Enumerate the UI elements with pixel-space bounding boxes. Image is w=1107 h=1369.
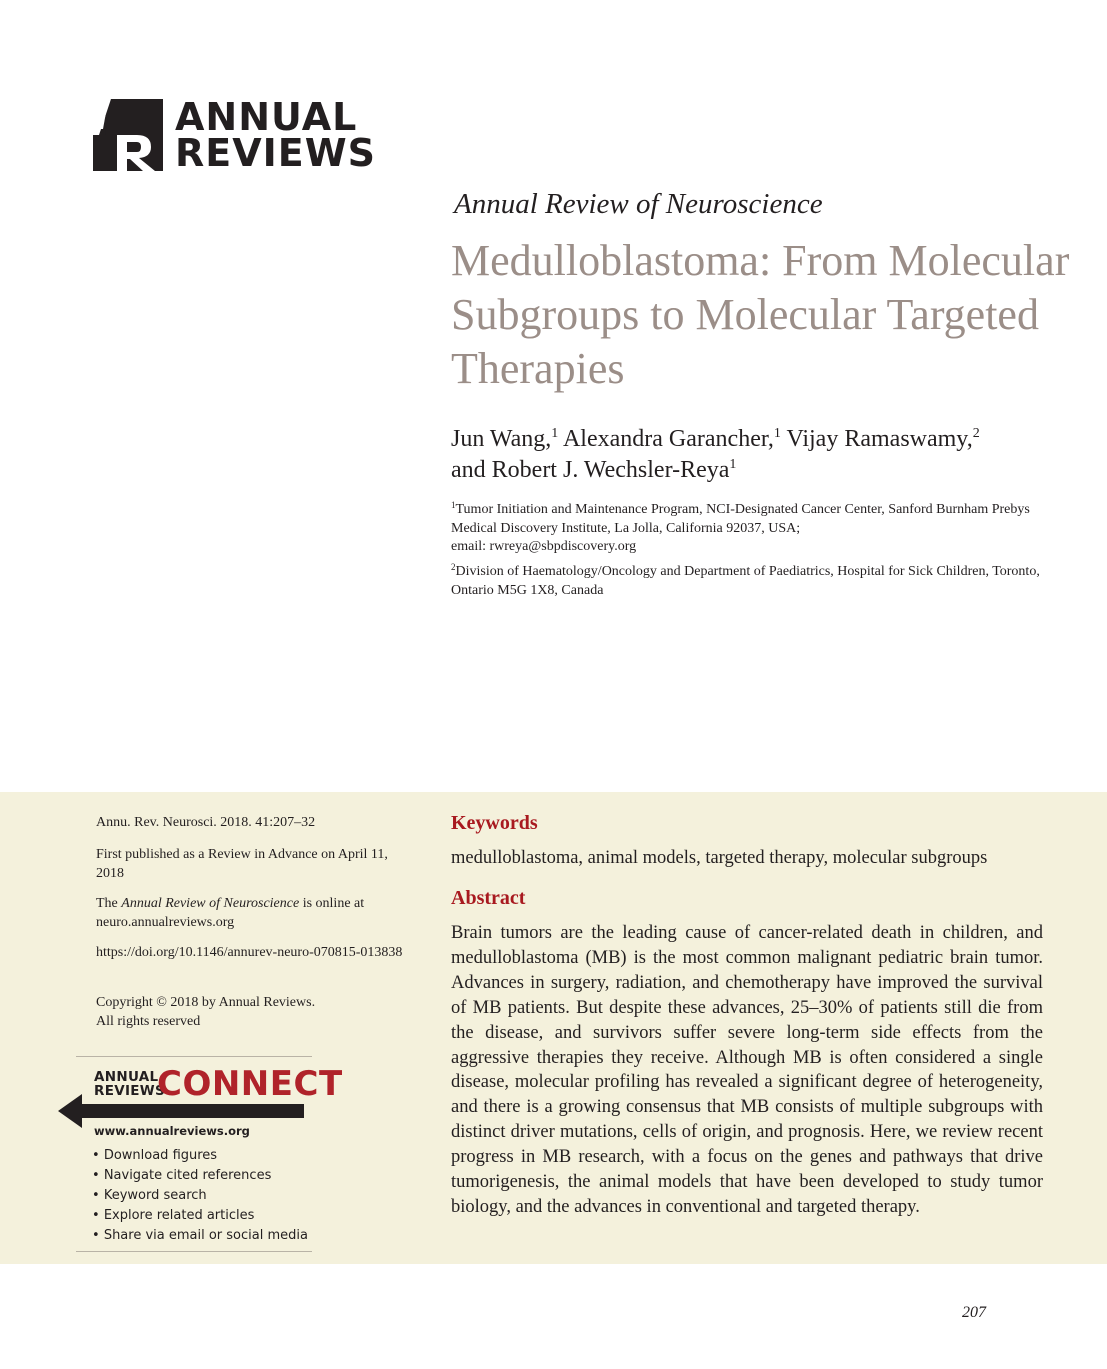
abstract-text: Brain tumors are the leading cause of cancer-related death in children, and medulloblastoma (MB) is the most common malignant pediatric brain tumor. Advances in surgery, radiation, and chemotherapy have improved the survival of MB patients. But despite these advances, 25–30% of patients still die from the disease, and survivors suffer severe long-term side effects from the aggressive therapies they receive. Although MB is often considered a single disease, molecular profiling has revealed a significant degree of heterogeneity, and there is a growing consensus that MB consists of multiple subgroups with distinct driver mutations, cells of origin, and prognosis. Here, we review recent progress in MB research, with a focus on the genes and pathways that drive tumorigenesis, the animal models that have been developed to study tumor biology, and the advances in conventional and targeted therapy.: [451, 923, 1043, 1217]
online-at: [96, 895, 406, 932]
list-item: • Keyword search: [92, 1186, 308, 1206]
online-pre: The: [96, 896, 122, 911]
affiliation-1: [451, 501, 1051, 557]
citation: Annu. Rev. Neurosci. 2018. 41:207–32: [96, 815, 316, 830]
list-item: • Share via email or social media: [92, 1226, 308, 1246]
connect-small-line2: REVIEWS: [94, 1083, 166, 1099]
arrow-left-icon: [58, 1094, 304, 1128]
rights-line: All rights reserved: [96, 1013, 201, 1029]
author-name: Alexandra Garancher,: [558, 426, 774, 452]
online-journal: Annual Review of Neuroscience: [121, 896, 300, 911]
contact-email[interactable]: email: rwreya@sbpdiscovery.org: [451, 539, 637, 554]
page-number: 207: [962, 1304, 986, 1321]
author-affil-marker: 1: [773, 426, 781, 441]
annual-reviews-logo: [93, 94, 377, 175]
divider: [76, 1251, 312, 1252]
affiliation-marker: 2: [451, 562, 456, 572]
abstract-heading: Abstract: [451, 887, 526, 909]
author-affil-marker: 1: [729, 457, 737, 472]
logo-wordmark: [175, 94, 377, 175]
connect-title: CONNECT: [157, 1064, 343, 1104]
affiliation-text: Division of Haematology/Oncology and Department of Paediatrics, Hospital for Sick Children, Toronto, Ontario M5G 1X8, Canada: [451, 564, 1040, 598]
first-published: First published as a Review in Advance on April 11, 2018: [96, 847, 388, 881]
affiliation-marker: 1: [451, 500, 456, 510]
logo-word-annual: ANNUAL: [175, 94, 358, 139]
author-list: [451, 424, 1071, 486]
list-item: • Download figures: [92, 1146, 308, 1166]
list-item: • Navigate cited references: [92, 1166, 308, 1186]
author-affil-marker: 2: [972, 426, 980, 441]
affiliation-2: [451, 563, 1051, 600]
author-name: Jun Wang,: [451, 426, 552, 452]
connect-url[interactable]: www.annualreviews.org: [94, 1124, 250, 1138]
connect-feature-list: [92, 1146, 308, 1246]
divider: [76, 1056, 312, 1057]
online-post: is online at neuro.annualreviews.org: [96, 896, 365, 930]
copyright: [96, 994, 406, 1031]
author-affil-marker: 1: [551, 426, 559, 441]
doi-link[interactable]: https://doi.org/10.1146/annurev-neuro-070815-013838: [96, 945, 403, 960]
author-name: and Robert J. Wechsler-Reya: [451, 457, 730, 483]
journal-name: Annual Review of Neuroscience: [454, 188, 823, 220]
author-name: Vijay Ramaswamy,: [780, 426, 973, 452]
keywords-heading: Keywords: [451, 812, 538, 834]
ar-logo-mark: [93, 99, 163, 171]
connect-small-line1: ANNUAL: [94, 1069, 159, 1085]
annual-reviews-connect[interactable]: [58, 1056, 343, 1252]
article-title: Medulloblastoma: From Molecular Subgroups to Molecular Targeted Therapies: [451, 236, 1070, 393]
copyright-line: Copyright © 2018 by Annual Reviews.: [96, 995, 316, 1010]
logo-word-reviews: REVIEWS: [175, 130, 377, 175]
list-item: • Explore related articles: [92, 1206, 308, 1226]
affiliation-text: Tumor Initiation and Maintenance Program, NCI-Designated Cancer Center, Sanford Burnham Prebys Medical Discovery Institute, La Jolla, California 92037, USA;: [451, 502, 1030, 536]
keywords-text: medulloblastoma, animal models, targeted therapy, molecular subgroups: [451, 848, 988, 868]
